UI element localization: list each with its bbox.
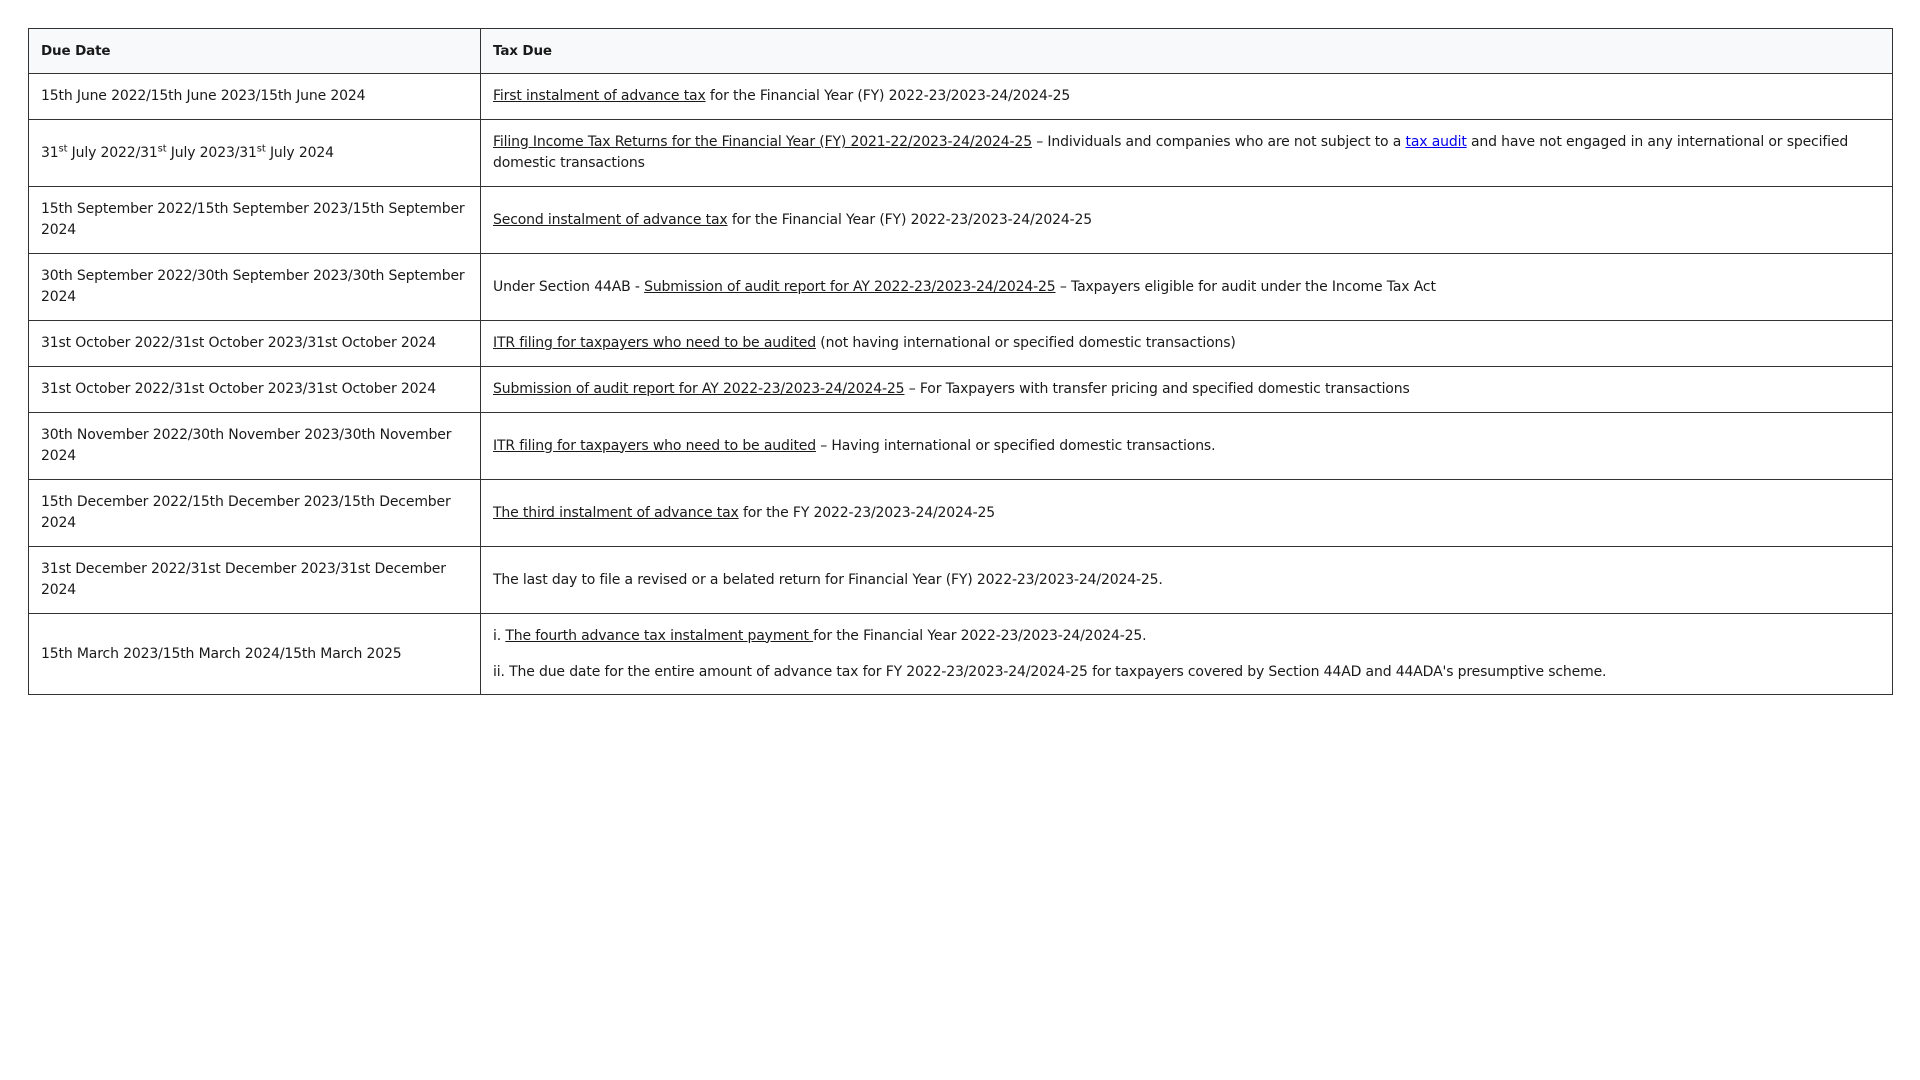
date-text: July 2023/31	[166, 144, 257, 161]
due-date-cell: 31st December 2022/31st December 2023/31st December 2024	[29, 547, 481, 614]
due-date-cell: 15th December 2022/15th December 2023/15th December 2024	[29, 480, 481, 547]
header-tax-due: Tax Due	[481, 29, 1893, 74]
tax-due-text: for the Financial Year (FY) 2022-23/2023-24/2024-25	[727, 211, 1093, 228]
ordinal-suffix: st	[157, 142, 167, 154]
third-instalment-link[interactable]: The third instalment of advance tax	[493, 504, 739, 521]
tax-due-text: – Individuals and companies who are not subject to a	[1031, 134, 1406, 150]
due-date-cell: 15th March 2023/15th March 2024/15th March 2025	[29, 614, 481, 695]
tax-due-text: for the FY 2022-23/2023-24/2024-25	[738, 504, 995, 521]
list-marker: i.	[493, 627, 506, 644]
due-date-cell: 31st October 2022/31st October 2023/31st October 2024	[29, 321, 481, 367]
table-row	[29, 187, 1893, 254]
tax-due-text: and have not engaged in any international or specified domestic transactions	[493, 134, 1849, 171]
table-row	[29, 614, 1893, 695]
table-row	[29, 367, 1893, 413]
fourth-instalment-link[interactable]: The fourth advance tax instalment payment	[505, 627, 814, 644]
due-date-cell: 15th September 2022/15th September 2023/15th September 2024	[29, 187, 481, 254]
tax-due-text: for the Financial Year 2022-23/2023-24/2024-25.	[813, 627, 1147, 644]
tax-due-dates-table	[28, 28, 1893, 695]
tax-due-text: – Taxpayers eligible for audit under the Income Tax Act	[1055, 278, 1436, 295]
itr-audited-international-link[interactable]: ITR filing for taxpayers who need to be audited	[493, 437, 816, 454]
date-text: July 2024	[265, 144, 334, 161]
tax-due-cell	[481, 74, 1893, 120]
date-text: 31	[41, 144, 59, 161]
content-area	[28, 28, 1892, 695]
first-instalment-link[interactable]: First instalment of advance tax	[493, 88, 706, 104]
tax-due-text: Under Section 44AB -	[493, 278, 645, 295]
tax-due-text: (not having international or specified domestic transactions)	[815, 335, 1236, 351]
filing-itr-link[interactable]: Filing Income Tax Returns for the Financial Year (FY) 2021-22/2023-24/2024-25	[493, 134, 1032, 150]
tax-due-text: for the Financial Year (FY) 2022-23/2023-24/2024-25	[705, 88, 1071, 104]
tax-due-cell	[481, 321, 1893, 367]
ordinal-suffix: st	[58, 142, 68, 154]
due-date-cell: 31st October 2022/31st October 2023/31st October 2024	[29, 367, 481, 413]
tax-due-cell: The last day to file a revised or a belated return for Financial Year (FY) 2022-23/2023-24/2024-25.	[481, 547, 1893, 614]
tax-due-cell	[481, 480, 1893, 547]
itr-audited-link[interactable]: ITR filing for taxpayers who need to be audited	[493, 335, 816, 351]
table-row	[29, 74, 1893, 120]
tax-due-item-2: ii. The due date for the entire amount of advance tax for FY 2022-23/2023-24/2024-25 for taxpayers covered by Section 44AD and 44ADA's presumptive scheme.	[493, 663, 1607, 680]
table-row	[29, 547, 1893, 614]
due-date-cell: 30th November 2022/30th November 2023/30th November 2024	[29, 413, 481, 480]
tax-due-cell	[481, 120, 1893, 187]
tax-due-text: – Having international or specified domestic transactions.	[815, 437, 1216, 454]
tax-due-cell	[481, 367, 1893, 413]
second-instalment-link[interactable]: Second instalment of advance tax	[493, 211, 728, 228]
table-header-row	[29, 29, 1893, 74]
header-due-date: Due Date	[29, 29, 481, 74]
table-row	[29, 480, 1893, 547]
tax-due-cell	[481, 413, 1893, 480]
table-row	[29, 254, 1893, 321]
ordinal-suffix: st	[256, 142, 266, 154]
date-text: July 2022/31	[67, 144, 158, 161]
audit-report-transfer-pricing-link[interactable]: Submission of audit report for AY 2022-23/2023-24/2024-25	[493, 381, 905, 397]
table-row	[29, 120, 1893, 187]
tax-due-text: – For Taxpayers with transfer pricing and specified domestic transactions	[904, 381, 1410, 397]
tax-due-cell	[481, 614, 1893, 695]
table-row	[29, 413, 1893, 480]
tax-due-cell	[481, 187, 1893, 254]
tax-due-cell	[481, 254, 1893, 321]
tax-audit-link[interactable]: tax audit	[1405, 134, 1467, 150]
audit-report-link[interactable]: Submission of audit report for AY 2022-23/2023-24/2024-25	[644, 278, 1056, 295]
due-date-cell: 15th June 2022/15th June 2023/15th June 2024	[29, 74, 481, 120]
due-date-cell: 30th September 2022/30th September 2023/30th September 2024	[29, 254, 481, 321]
table-row	[29, 321, 1893, 367]
tax-due-item-1	[493, 626, 1880, 647]
due-date-cell	[29, 120, 481, 187]
